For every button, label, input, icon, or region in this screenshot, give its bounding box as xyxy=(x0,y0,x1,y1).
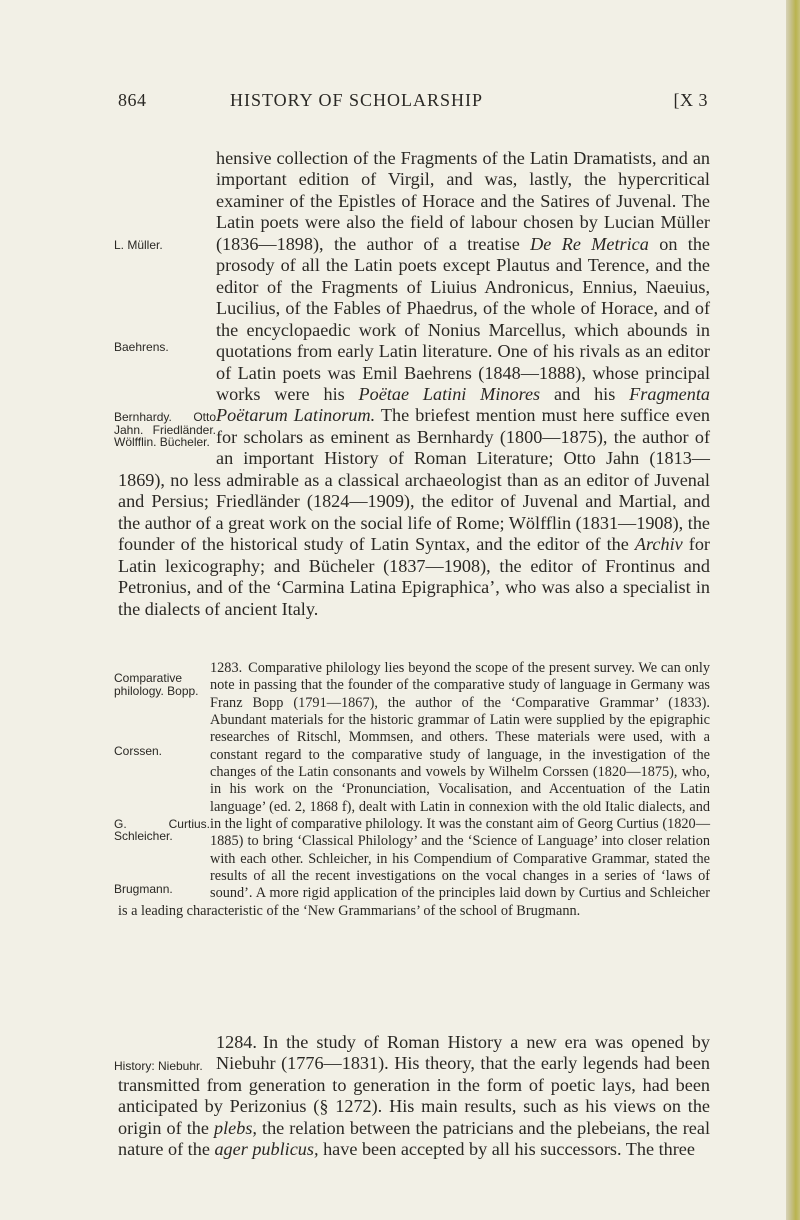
title-archiv: Archiv xyxy=(634,534,683,555)
sidenote-muller: L. Müller. xyxy=(114,238,163,252)
term-ager-publicus: ager publicus, xyxy=(214,1139,319,1160)
paragraph-roman-history xyxy=(114,1032,710,1161)
paragraph-number: 1283. xyxy=(210,660,243,676)
text-run: Comparative philology lies beyond the scope of the present survey. We can only note in passing that the founder of the comparative study of language in Germany was Franz Bopp (1791—1867), the author of the ‘Comparative Grammar’ (1833). Abundant materials for the historic grammar of Latin were supplied by the epigraphic researches of Ritschl, Mommsen, and others. These materials were used, with a constant regard to the comparative study of language, in the investigation of the changes of the Latin consonants and vowels by Wilhelm Corssen (1820—1875), who, in his work on the ‘Pronunciation, Vocalisation, and Accentuation of the Latin language’ (ed. 2, 1868 f), dealt with Latin in connexion with the old Italic dialects, and in the light of comparative philology. It was the constant aim of Georg Curtius (1820—1885) to bring ‘Classical Philology’ and the ‘Science of Language’ into closer relation with each other. Schleicher, in his Compendium of Comparative Grammar, stated the results of all the recent investigations on the vocal changes in a series of ‘laws of sound’. A more rigid application of the principles laid down by Curtius and Schleicher is a leading characteristic of the ‘New Grammarians’ of the school of Brugmann. xyxy=(118,660,710,919)
text-run: on the prosody of all the Latin poets except Plautus and Terence, and the editor of the Fragments of Liuius Andronicus, Ennius, Naeuius, Lucilius, of the Fables of Phaedrus, of the whole of Horace, and of the encyclopaedic work of Nonius Marcellus, which abounds in quotations from early Latin literature. One of his rivals as an editor of Latin poets was Emil Baehrens (1848—1888), whose principal works were his xyxy=(216,233,710,404)
sidenote-comparative: Comparative philology. Bopp. xyxy=(114,671,199,698)
page-number: 864 xyxy=(118,90,147,110)
text-run: The briefest mention must here suffice even for scholars as eminent as Bernhardy (1800—1875), the author of an important History of Roman Literature; Otto Jahn (1813—1869), no less admirable as a classical archaeologist than as an editor of Juvenal and Persius; Friedländer (1824—1909), the editor of Juvenal and Martial, and the author of a great work on the social life of Rome; Wölfflin (1831—1908), the founder of the historical study of Latin Syntax, and the editor of the xyxy=(118,405,710,555)
title-poetae-latini-minores: Poëtae Latini Minores xyxy=(358,383,541,404)
paragraph-comparative-philology xyxy=(114,660,710,920)
sidenote-corssen: Corssen. xyxy=(114,744,163,758)
text-run: the relation between the patricians and the plebeians, the real nature of the xyxy=(118,1117,710,1160)
sidenote-brugmann: Brugmann. xyxy=(114,881,173,896)
sidenote-history-niebuhr: History: Niebuhr. xyxy=(114,1059,203,1073)
text-run: and his xyxy=(540,383,630,404)
title-fragmenta-poetarum: Fragmenta Poëtarum Latinorum. xyxy=(216,383,710,426)
text-run: In the study of Roman History a new era was opened by Niebuhr (1776—1831). His theory, that the early legends had been transmitted from generation to generation in the form of poetic lays, had been anticipated by Perizonius (§ 1272). His main results, such as his views on the origin of the xyxy=(118,1032,710,1138)
page-header xyxy=(118,90,708,120)
section-marker: [X 3 xyxy=(673,90,708,110)
paragraph-latin-poets xyxy=(114,148,710,620)
text-run: for Latin lexicography; and Bücheler (1837—1908), the editor of Frontinus and Petronius, and of the ‘Carmina Latina Epigraphica’, who was also a specialist in the dialects of ancient Italy. xyxy=(118,534,710,619)
title-de-re-metrica: De Re Metrica xyxy=(530,233,649,254)
term-plebs: plebs, xyxy=(214,1117,257,1138)
sidenote-curtius-schleicher: G. Curtius. Schleicher. xyxy=(114,816,210,843)
text-run: hensive collection of the Fragments of the Latin Dramatists, and an important edition of Virgil, and was, lastly, the hypercritical examiner of the Epistles of Horace and the Satires of Juvenal. The Latin poets were also the field of labour chosen by Lucian Müller (1836—1898), the author of a treatise xyxy=(216,148,710,254)
text-run: have been accepted by all his successors. The three xyxy=(318,1139,695,1160)
sidenote-bernhardy-group: Bernhardy. Otto Jahn. Friedländer. Wölfflin. Bücheler. xyxy=(114,410,216,449)
sidenote-baehrens: Baehrens. xyxy=(114,339,169,354)
paragraph-number: 1284. xyxy=(216,1032,257,1052)
running-title: HISTORY OF SCHOLARSHIP xyxy=(230,90,484,110)
page-edge xyxy=(786,0,800,1220)
